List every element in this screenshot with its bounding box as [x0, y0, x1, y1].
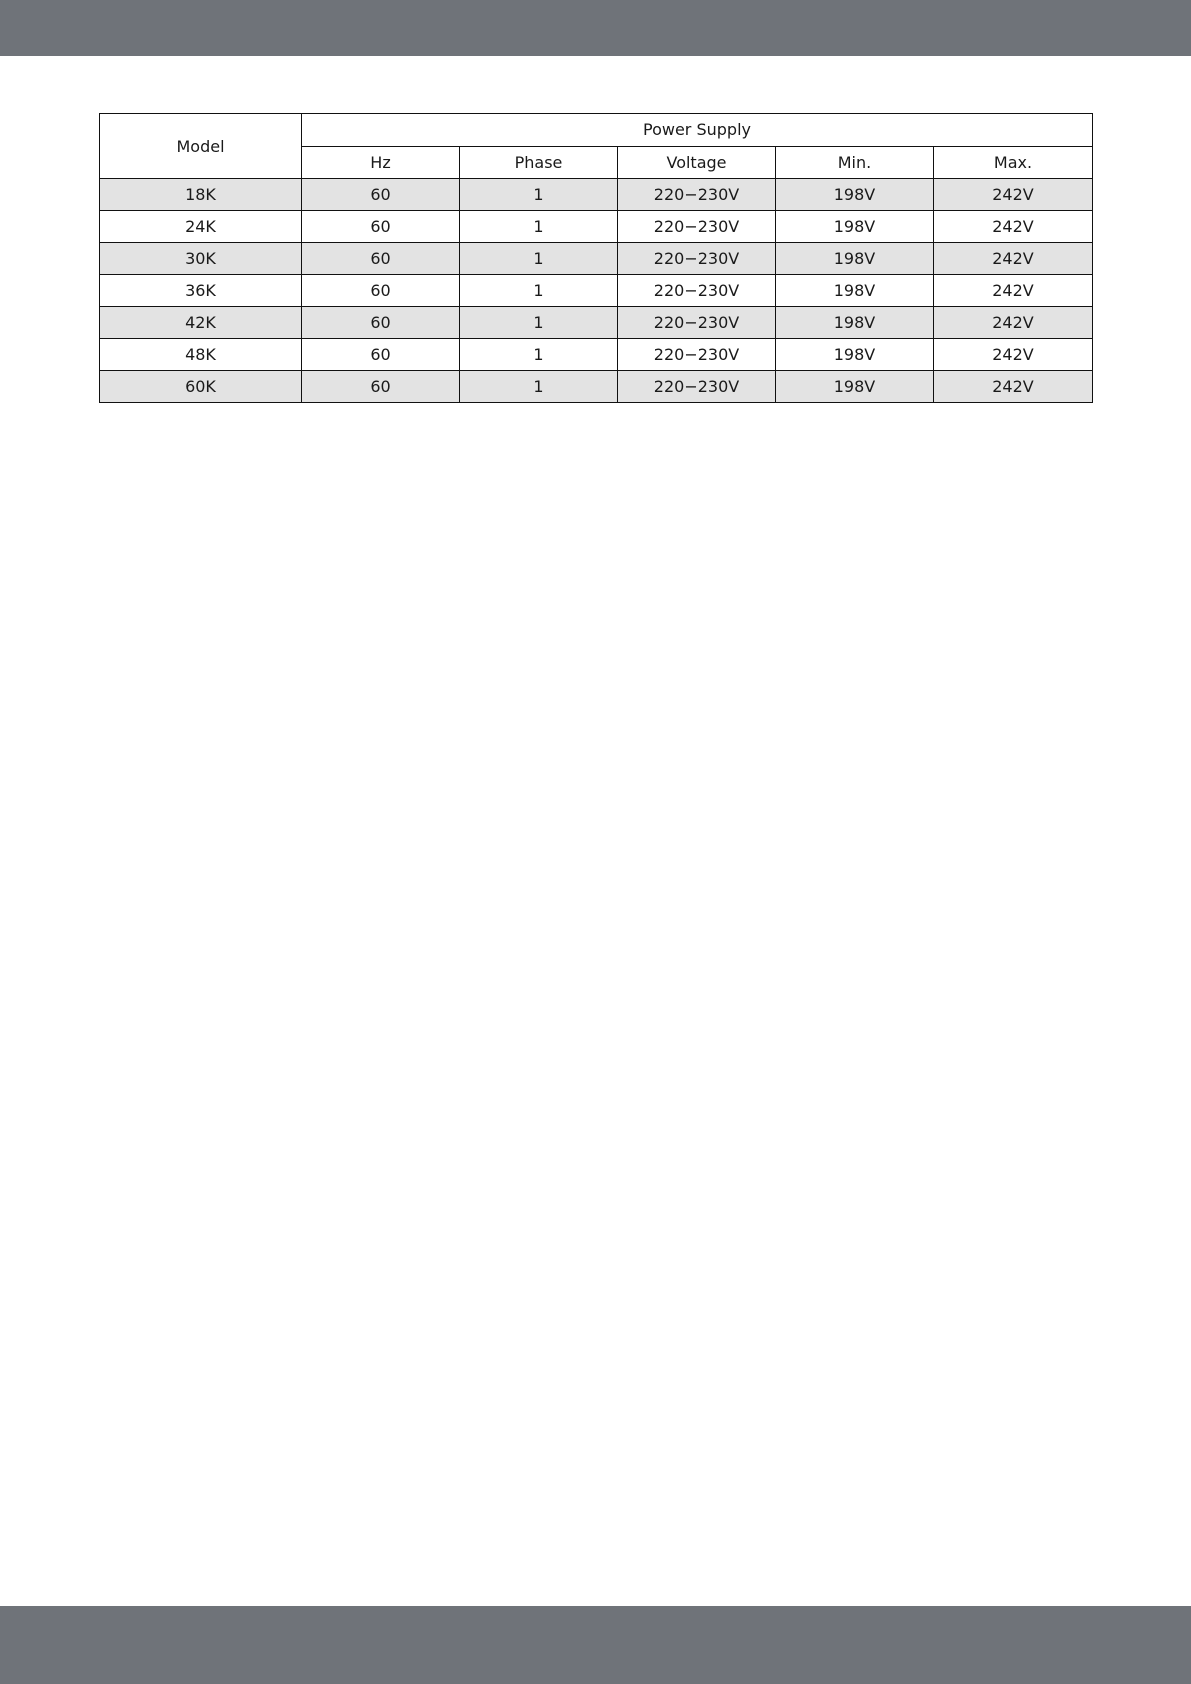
- model-cell: 24K: [100, 211, 302, 243]
- max-cell: 242V: [934, 275, 1093, 307]
- phase-cell: 1: [460, 307, 618, 339]
- hz-cell: 60: [302, 243, 460, 275]
- voltage-cell: 220−230V: [618, 307, 776, 339]
- max-cell: 242V: [934, 339, 1093, 371]
- max-cell: 242V: [934, 179, 1093, 211]
- min-cell: 198V: [776, 211, 934, 243]
- phase-cell: 1: [460, 179, 618, 211]
- min-cell: 198V: [776, 179, 934, 211]
- phase-cell: 1: [460, 211, 618, 243]
- min-cell: 198V: [776, 371, 934, 403]
- max-cell: 242V: [934, 371, 1093, 403]
- hz-cell: 60: [302, 371, 460, 403]
- voltage-cell: 220−230V: [618, 371, 776, 403]
- bottom-footer-bar: [0, 1606, 1191, 1684]
- table-row: [100, 275, 1093, 307]
- voltage-cell: 220−230V: [618, 275, 776, 307]
- voltage-cell: 220−230V: [618, 339, 776, 371]
- table-row: [100, 307, 1093, 339]
- power-supply-table: [99, 113, 1093, 403]
- model-cell: 36K: [100, 275, 302, 307]
- min-column-header: Min.: [776, 146, 934, 179]
- table-row: [100, 371, 1093, 403]
- max-column-header: Max.: [934, 146, 1093, 179]
- voltage-cell: 220−230V: [618, 243, 776, 275]
- model-cell: 42K: [100, 307, 302, 339]
- table-row: [100, 243, 1093, 275]
- top-banner-bar: [0, 0, 1191, 56]
- table-row: [100, 339, 1093, 371]
- min-cell: 198V: [776, 339, 934, 371]
- phase-cell: 1: [460, 243, 618, 275]
- min-cell: 198V: [776, 307, 934, 339]
- model-cell: 18K: [100, 179, 302, 211]
- model-cell: 60K: [100, 371, 302, 403]
- hz-cell: 60: [302, 275, 460, 307]
- max-cell: 242V: [934, 243, 1093, 275]
- phase-column-header: Phase: [460, 146, 618, 179]
- min-cell: 198V: [776, 243, 934, 275]
- model-cell: 30K: [100, 243, 302, 275]
- table-row: [100, 179, 1093, 211]
- phase-cell: 1: [460, 339, 618, 371]
- phase-cell: 1: [460, 275, 618, 307]
- power-supply-group-header: Power Supply: [302, 114, 1093, 147]
- model-cell: 48K: [100, 339, 302, 371]
- hz-cell: 60: [302, 307, 460, 339]
- voltage-cell: 220−230V: [618, 211, 776, 243]
- hz-column-header: Hz: [302, 146, 460, 179]
- voltage-cell: 220−230V: [618, 179, 776, 211]
- hz-cell: 60: [302, 211, 460, 243]
- max-cell: 242V: [934, 211, 1093, 243]
- table-row: [100, 211, 1093, 243]
- max-cell: 242V: [934, 307, 1093, 339]
- model-column-header: Model: [100, 114, 302, 179]
- phase-cell: 1: [460, 371, 618, 403]
- hz-cell: 60: [302, 339, 460, 371]
- min-cell: 198V: [776, 275, 934, 307]
- voltage-column-header: Voltage: [618, 146, 776, 179]
- hz-cell: 60: [302, 179, 460, 211]
